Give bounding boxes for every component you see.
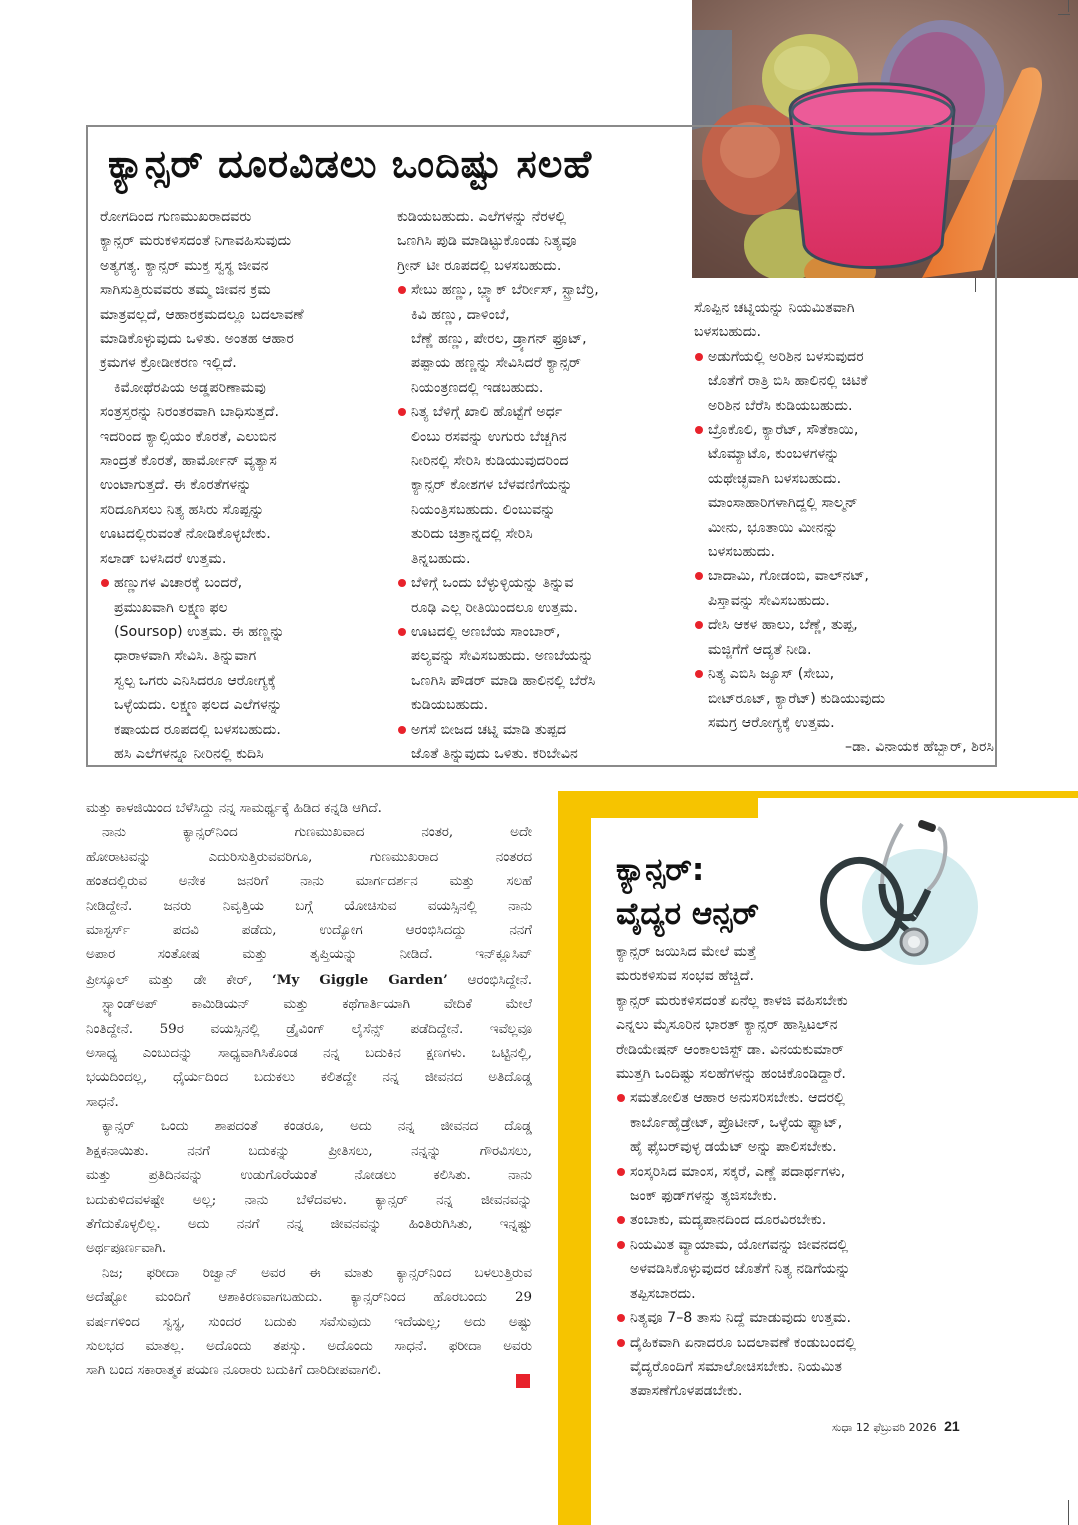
text-line: ಲಿಂಬು ರಸವನ್ನು ಉಗುರು ಬೆಚ್ಚಗಿನ	[411, 428, 567, 445]
article-column-3	[694, 296, 994, 760]
text-line: ಹೈ ಫೈಬರ್‌ವುಳ್ಳ ಡಯೆಟ್ ಅನ್ನು ಪಾಲಿಸಬೇಕು.	[630, 1139, 837, 1156]
text-line: ಕುಡಿಯಬಹುದು.	[411, 697, 489, 714]
text-line: ರೋಗದಿಂದ ಗುಣಮುಖರಾದವರು	[100, 209, 252, 225]
text-line: ಊಟದಲ್ಲಿರುವಂತೆ ನೋಡಿಕೊಳ್ಳಬೇಕು.	[100, 526, 271, 543]
bullet-icon	[101, 579, 109, 587]
text-line: ಪ್ರಮುಖವಾಗಿ ಲಕ್ಷ್ಮಣ ಫಲ	[114, 599, 228, 616]
bullet-icon	[695, 572, 703, 580]
text-line: ಕಿಮೋಥೆರಪಿಯ ಅಡ್ಡಪರಿಣಾಮವು	[114, 379, 266, 396]
bullet-text: ನಿತ್ಯವೂ 7–8 ತಾಸು ನಿದ್ದೆ ಮಾಡುವುದು ಉತ್ತಮ.	[630, 1310, 851, 1327]
text-line: ಕ್ರಮಗಳ ಕ್ರೋಡೀಕರಣ ಇಲ್ಲಿದೆ.	[100, 355, 237, 372]
bullet-item	[397, 400, 695, 424]
trim-mark	[1058, 14, 1070, 15]
bullet-text: ಅಗಸೆ ಬೀಜದ ಚಟ್ನಿ ಮಾಡಿ ತುಪ್ಪದ	[411, 721, 567, 738]
bullet-item	[397, 718, 695, 742]
article-credit: –ಡಾ. ವಿನಾಯಕ ಹೆಬ್ಬಾರ್, ಶಿರಸಿ	[845, 739, 994, 756]
article-column-2	[397, 205, 695, 766]
folio-text: ಸುಧಾ 12 ಫೆಬ್ರುವರಿ 2026	[832, 1421, 937, 1434]
text-line: ಒಣಗಿಸಿ ಪೌಡರ್ ಮಾಡಿ ಹಾಲಿನಲ್ಲಿ ಬೆರೆಸಿ	[411, 672, 596, 689]
story-line: ಶಿಕ್ಷಕನಾಯಿತು. ನನಗೆ ಬದುಕನ್ನು ಪ್ರೀತಿಸಲು, ನನ್ನನ್ನು ಗೌರವಿಸಲು,	[86, 1143, 532, 1159]
story-line: ಅಸಾಧ್ಯ ಎಂಬುದನ್ನು ಸಾಧ್ಯವಾಗಿಸಿಕೊಂಡ ನನ್ನ ಬದುಕಿನ ಕ್ಷಣಗಳು. ಒಟ್ಟಿನಲ್ಲಿ,	[86, 1046, 532, 1062]
text-line: ಮುತ್ತಗಿ ಒಂದಿಷ್ಟು ಸಲಹೆಗಳನ್ನು ಹಂಚಿಕೊಂಡಿದ್ದಾರೆ.	[616, 1066, 846, 1083]
text-line: ಪಿಸ್ತಾವನ್ನು ಸೇವಿಸಬಹುದು.	[708, 592, 830, 609]
bullet-text: ಅಡುಗೆಯಲ್ಲಿ ಅರಿಶಿನ ಬಳಸುವುದರ	[708, 348, 864, 365]
text-line: ಸೊಪ್ಪಿನ ಚಟ್ನಿಯನ್ನು ನಿಯಮಿತವಾಗಿ	[694, 300, 855, 316]
bullet-item	[694, 662, 994, 686]
text-line: ತಿನ್ನಬಹುದು.	[411, 550, 471, 567]
article-title: ಕ್ಯಾನ್ಸರ್ ದೂರವಿಡಲು ಒಂದಿಷ್ಟು ಸಲಹೆ	[108, 142, 593, 186]
story-line: ನಾನು ಕ್ಯಾನ್ಸರ್‌ನಿಂದ ಗುಣಮುಖವಾದ ನಂತರ, ಅದೇ	[102, 825, 532, 841]
bullet-item	[694, 418, 994, 442]
bullet-item	[694, 613, 994, 637]
bullet-text: ಸೇಬು ಹಣ್ಣು, ಬ್ಲ್ಯಾಕ್ ಬೆರ್ರೀಸ್, ಸ್ಟ್ರಾಬೆರ್ರಿ,	[411, 282, 599, 299]
text-line: ಸಾಗಿಸುತ್ತಿರುವವರು ತಮ್ಮ ಜೀವನ ಕ್ರಮ	[100, 282, 271, 299]
text-line: ಬಳಸಬಹುದು.	[694, 324, 761, 341]
page-number: 21	[944, 1418, 960, 1434]
text-line: ಯಥೇಚ್ಛವಾಗಿ ಬಳಸಬಹುದು.	[708, 470, 842, 487]
text-line: ಅಳವಡಿಸಿಕೊಳ್ಳುವುದರ ಜೊತೆಗೆ ನಿತ್ಯ ನಡಿಗೆಯನ್ನು	[630, 1261, 851, 1278]
text-line: ಬಳಸಬಹುದು.	[708, 544, 775, 561]
bullet-icon	[617, 1339, 625, 1347]
text-line: ಕಾರ್ಬೊಹೈಡ್ರೇಟ್, ಪ್ರೊಟೀನ್, ಒಳ್ಳೆಯ ಫ್ಯಾಟ್,	[630, 1114, 843, 1131]
bullet-item	[616, 1306, 976, 1330]
text-line: ಧಾರಾಳವಾಗಿ ಸೇವಿಸಿ. ತಿನ್ನುವಾಗ	[114, 648, 257, 665]
sidebar-text	[616, 940, 976, 1404]
bullet-icon	[617, 1216, 625, 1224]
text-line: (Soursop) ಉತ್ತಮ. ಈ ಹಣ್ಣನ್ನು	[114, 623, 285, 640]
text-line: ಉಂಟಾಗುತ್ತದೆ. ಈ ಕೊರತೆಗಳನ್ನು	[100, 477, 252, 494]
bullet-item	[397, 571, 695, 595]
story-text-segment: ಪ್ರೀಸ್ಕೂಲ್ ಮತ್ತು ಡೇ ಕೇರ್,	[86, 972, 273, 988]
text-line: ನಿಯಂತ್ರಣದಲ್ಲಿ ಇಡಬಹುದು.	[411, 379, 544, 396]
bullet-icon	[695, 621, 703, 629]
text-line: ಸಮಗ್ರ ಆರೋಗ್ಯಕ್ಕೆ ಉತ್ತಮ.	[708, 714, 835, 731]
bullet-icon	[398, 408, 406, 416]
text-line: ಟೊಮ್ಯಾಟೊ, ಕುಂಬಳಗಳನ್ನು	[708, 446, 840, 463]
text-line: ಎನ್ನಲು ಮೈಸೂರಿನ ಭಾರತ್ ಕ್ಯಾನ್ಸರ್ ಹಾಸ್ಪಿಟಲ್‌ನ	[616, 1017, 838, 1034]
bullet-item	[616, 1331, 976, 1355]
bullet-icon	[695, 670, 703, 678]
text-line: ಕ್ಯಾನ್ಸರ್ ಜಯಿಸಿದ ಮೇಲೆ ಮತ್ತೆ	[616, 944, 757, 960]
bullet-text: ನಿತ್ಯ ಎಬಿಸಿ ಜ್ಯೂಸ್ (ಸೇಬು,	[708, 666, 835, 683]
sidebar-title-line-1: ಕ್ಯಾನ್ಸರ್:	[616, 852, 705, 888]
sidebar-accent-top	[558, 791, 1078, 798]
text-line: ಇದರಿಂದ ಕ್ಯಾಲ್ಸಿಯಂ ಕೊರತೆ, ಎಲುಬಿನ	[100, 428, 277, 445]
bullet-icon	[398, 628, 406, 636]
preschool-name: ‘My Giggle Garden’	[272, 971, 448, 988]
bullet-icon	[617, 1241, 625, 1249]
trim-mark	[1068, 1500, 1069, 1525]
story-line: ಸ್ಟ್ಯಾಂಡ್‌ಅಪ್ ಕಾಮಿಡಿಯನ್ ಮತ್ತು ಕಥೆಗಾರ್ತಿಯಾಗಿ ವೇದಿಕೆ ಮೇಲೆ	[102, 997, 532, 1013]
bullet-icon	[695, 353, 703, 361]
bullet-item	[397, 620, 695, 644]
text-line: ಪಪ್ಪಾಯ ಹಣ್ಣನ್ನು ಸೇವಿಸಿದರೆ ಕ್ಯಾನ್ಸರ್	[411, 355, 582, 372]
text-line: ಸ್ವಲ್ಪ ಒಗರು ಎನಿಸಿದರೂ ಆರೋಗ್ಯಕ್ಕೆ	[114, 672, 276, 689]
bullet-text: ದೈಹಿಕವಾಗಿ ಏನಾದರೂ ಬದಲಾವಣೆ ಕಂಡುಬಂದಲ್ಲಿ	[630, 1334, 856, 1351]
story-line: ಅದೆಷ್ಟೋ ಮಂದಿಗೆ ಆಶಾಕಿರಣವಾಗಬಹುದು. ಕ್ಯಾನ್ಸರ್‌ನಿಂದ ಹೊರಬಂದು 29	[86, 1290, 532, 1306]
bullet-icon	[398, 286, 406, 294]
bullet-icon	[617, 1314, 625, 1322]
text-line: ಅತ್ಯಗತ್ಯ. ಕ್ಯಾನ್ಸರ್ ಮುಕ್ತ ಸ್ವಸ್ಥ ಜೀವನ	[100, 257, 269, 274]
story-line: ಭಯದಿಂದಲ್ಲ, ಧೈರ್ಯದಿಂದ ಬದುಕಲು ಕಲಿತದ್ದೇ ನನ್ನ ಜೀವನದ ಅತಿದೊಡ್ಡ	[86, 1070, 532, 1086]
story-line: ಹಂತದಲ್ಲಿರುವ ಅನೇಕ ಜನರಿಗೆ ನಾನು ಮಾರ್ಗದರ್ಶನ ಮತ್ತು ಸಲಹೆ	[86, 874, 532, 890]
text-line: ಕ್ಯಾನ್ಸರ್ ಕೋಶಗಳ ಬೆಳವಣಿಗೆಯನ್ನು	[411, 477, 573, 494]
text-line: ಕಿವಿ ಹಣ್ಣು, ದಾಳಿಂಬೆ,	[411, 306, 510, 323]
bullet-text: ಬಾದಾಮಿ, ಗೋಡಂಬಿ, ವಾಲ್‌ನಟ್,	[708, 568, 869, 585]
text-line: ರೇಡಿಯೇಷನ್ ಆಂಕಾಲಜಿಸ್ಟ್ ಡಾ. ವಿನಯಕುಮಾರ್	[616, 1041, 844, 1058]
bullet-item	[694, 564, 994, 588]
bullet-item	[616, 1233, 976, 1257]
text-line: ಮಾಡಿಕೊಳ್ಳುವುದು ಒಳಿತು. ಅಂತಹ ಆಹಾರ	[100, 331, 294, 348]
sidebar-title	[616, 848, 759, 936]
bullet-text: ಹಣ್ಣುಗಳ ವಿಚಾರಕ್ಕೆ ಬಂದರೆ,	[114, 575, 243, 592]
story-line: ಸಾಗಿ ಬಂದ ಸಕಾರಾತ್ಮಕ ಪಯಣ ನೂರಾರು ಬದುಕಿಗೆ ದಾರಿದೀಪವಾಗಲಿ.	[86, 1363, 382, 1379]
bullet-item	[616, 1086, 976, 1110]
story-line: ಕ್ಯಾನ್ಸರ್ ಒಂದು ಶಾಪದಂತೆ ಕಂಡರೂ, ಅದು ನನ್ನ ಜೀವನದ ದೊಡ್ಡ	[102, 1119, 532, 1135]
text-line: ಕ್ಯಾನ್ಸರ್ ಮರುಕಳಿಸದಂತೆ ನಿಗಾವಹಿಸುವುದು	[100, 233, 292, 250]
story-line: ಬದುಕುಳಿದವಳಷ್ಟೇ ಅಲ್ಲ; ನಾನು ಬೆಳೆದವಳು. ಕ್ಯಾನ್ಸರ್ ನನ್ನ ಜೀವನವನ್ನು	[86, 1192, 532, 1208]
text-line: ಬೀಟ್‌ರೂಟ್, ಕ್ಯಾರೆಟ್) ಕುಡಿಯುವುದು	[708, 690, 886, 707]
text-line: ಜೊತೆ ತಿನ್ನುವುದು ಒಳಿತು. ಕರಿಬೇವಿನ	[411, 745, 578, 762]
page-folio	[832, 1418, 960, 1435]
story-line: ಅರ್ಥಪೂರ್ಣವಾಗಿ.	[86, 1241, 167, 1257]
bullet-icon	[617, 1094, 625, 1102]
bullet-item	[100, 571, 400, 595]
story-line: ಹೋರಾಟವನ್ನು ಎದುರಿಸುತ್ತಿರುವವರಿಗೂ, ಗುಣಮುಖರಾದ ನಂತರದ	[86, 849, 532, 865]
bullet-text: ಬೆಳಿಗ್ಗೆ ಒಂದು ಬೆಳ್ಳುಳ್ಳಿಯನ್ನು ತಿನ್ನುವ	[411, 575, 574, 592]
story-line	[86, 968, 532, 993]
text-line: ಕ್ಯಾನ್ಸರ್ ಮರುಕಳಿಸದಂತೆ ಏನೆಲ್ಲ ಕಾಳಜಿ ವಹಿಸಬೇಕು	[616, 992, 848, 1009]
text-line: ಮಜ್ಜಿಗೆಗೆ ಆದ್ಯತೆ ನೀಡಿ.	[708, 641, 812, 658]
sidebar-title-line-2: ವೈದ್ಯರ ಆನ್ಸರ್	[616, 896, 759, 932]
story-line: ಮತ್ತು ಪ್ರತಿದಿನವನ್ನು ಉಡುಗೊರೆಯಂತೆ ನೋಡಲು ಕಲಿಸಿತು. ನಾನು	[86, 1168, 532, 1184]
text-line: ಸಂತ್ರಸ್ತರನ್ನು ನಿರಂತರವಾಗಿ ಬಾಧಿಸುತ್ತದೆ.	[100, 404, 279, 421]
bullet-text: ತಂಬಾಕು, ಮದ್ಯಪಾನದಿಂದ ದೂರವಿರಬೇಕು.	[630, 1212, 827, 1229]
bullet-item	[694, 345, 994, 369]
bullet-item	[397, 278, 695, 302]
story-line: ವರ್ಷಗಳಿಂದ ಸ್ವಸ್ಥ, ಸುಂದರ ಬದುಕು ಸವೆಸುವುದು ಇದೆಯಲ್ಲ; ಅದು ಅಷ್ಟು	[86, 1314, 532, 1330]
text-line: ತಪ್ಪಿಸಬಾರದು.	[630, 1285, 696, 1302]
text-line: ನಿಯಂತ್ರಿಸಬಹುದು. ಲಿಂಬುವನ್ನು	[411, 501, 556, 518]
bullet-icon	[695, 426, 703, 434]
text-line: ಮಾತ್ರವಲ್ಲದೆ, ಆಹಾರಕ್ರಮದಲ್ಲೂ ಬದಲಾವಣೆ	[100, 306, 304, 323]
story-line: ಸಾಧನೆ.	[86, 1094, 119, 1110]
bullet-item	[616, 1208, 976, 1232]
sidebar-accent-left	[558, 791, 591, 1525]
bullet-item	[616, 1160, 976, 1184]
text-line: ಜೊತೆಗೆ ರಾತ್ರಿ ಬಿಸಿ ಹಾಲಿನಲ್ಲಿ ಚಿಟಿಕೆ	[708, 373, 868, 390]
bullet-text: ನಿಯಮಿತ ವ್ಯಾಯಾಮ, ಯೋಗವನ್ನು ಜೀವನದಲ್ಲಿ	[630, 1236, 849, 1253]
bullet-text: ದೇಸಿ ಆಕಳ ಹಾಲು, ಬೆಣ್ಣೆ, ತುಪ್ಪ,	[708, 617, 858, 634]
text-line: ಒಣಗಿಸಿ ಪುಡಿ ಮಾಡಿಟ್ಟುಕೊಂಡು ನಿತ್ಯವೂ	[397, 233, 577, 250]
text-line: ಗ್ರೀನ್ ಟೀ ರೂಪದಲ್ಲಿ ಬಳಸಬಹುದು.	[397, 257, 562, 274]
story-line: ಅಪಾರ ಸಂತೋಷ ಮತ್ತು ತೃಪ್ತಿಯನ್ನು ನೀಡಿದೆ. ಇನ್‌ಕ್ಲೂಸಿವ್	[86, 947, 532, 963]
bullet-icon	[398, 579, 406, 587]
story-line: ನಿಜ; ಫರೀದಾ ರಿಜ್ವಾನ್ ಅವರ ಈ ಮಾತು ಕ್ಯಾನ್ಸರ್‌ನಿಂದ ಬಳಲುತ್ತಿರುವ	[102, 1265, 532, 1281]
text-line: ಸಾಂದ್ರತೆ ಕೊರತೆ, ಹಾರ್ಮೋನ್ ವ್ಯತ್ಯಾಸ	[100, 453, 277, 470]
text-line: ನೀರಿನಲ್ಲಿ ಸೇರಿಸಿ ಕುಡಿಯುವುದರಿಂದ	[411, 453, 569, 470]
text-line: ತುರಿದು ಚಿತ್ರಾನ್ನದಲ್ಲಿ ಸೇರಿಸಿ	[411, 526, 533, 543]
bullet-icon	[398, 726, 406, 734]
story-line: ತೆಗೆದುಕೊಳ್ಳಲಿಲ್ಲ. ಅದು ನನಗೆ ನನ್ನ ಜೀವನವನ್ನು ಹಿಂತಿರುಗಿಸಿತು, ಇನ್ನಷ್ಟು	[86, 1216, 532, 1232]
story-line: ನೀಡಿದ್ದೇನೆ. ಜನರು ನಿವೃತ್ತಿಯ ಬಗ್ಗೆ ಯೋಚಿಸುವ ವಯಸ್ಸಿನಲ್ಲಿ ನಾನು	[86, 898, 532, 914]
story-line: ಸುಲಭದ ಮಾತಲ್ಲ. ಅದೊಂದು ತಪಸ್ಸು. ಅದೊಂದು ಸಾಧನೆ. ಫರೀದಾ ಅವರು	[86, 1338, 532, 1354]
article-column-1	[100, 205, 400, 766]
text-line: ಹಸಿ ಎಲೆಗಳನ್ನೂ ನೀರಿನಲ್ಲಿ ಕುದಿಸಿ	[114, 745, 264, 762]
text-line: ಅರಿಶಿನ ಬೆರೆಸಿ ಕುಡಿಯಬಹುದು.	[708, 397, 853, 414]
bullet-text: ಸಂಸ್ಕರಿಸಿದ ಮಾಂಸ, ಸಕ್ಕರೆ, ಎಣ್ಣೆ ಪದಾರ್ಥಗಳು,	[630, 1163, 846, 1180]
text-line: ಪಲ್ಯವನ್ನು ಸೇವಿಸಬಹುದು. ಅಣಬೆಯನ್ನು	[411, 648, 594, 665]
bullet-icon	[617, 1168, 625, 1176]
end-mark-icon	[516, 1374, 530, 1388]
text-line: ಜಂಕ್ ಫುಡ್‌ಗಳನ್ನು ತ್ಯಜಿಸಬೇಕು.	[630, 1188, 777, 1205]
text-line: ವೈದ್ಯರೊಂದಿಗೆ ಸಮಾಲೋಚಿಸಬೇಕು. ನಿಯಮಿತ	[630, 1358, 843, 1375]
bullet-text: ಸಮತೋಲಿತ ಆಹಾರ ಅನುಸರಿಸಬೇಕು. ಆದರಲ್ಲಿ	[630, 1090, 845, 1107]
text-line: ಬೆಣ್ಣೆ ಹಣ್ಣು, ಪೇರಲ, ಡ್ರ್ಯಾಗನ್ ಫ್ರೂಟ್,	[411, 331, 587, 348]
text-line: ಕುಡಿಯಬಹುದು. ಎಲೆಗಳನ್ನು ನೆರಳಲ್ಲಿ	[397, 209, 567, 225]
trim-mark	[1068, 0, 1069, 12]
bullet-text: ಬ್ರೊಕೊಲಿ, ಕ್ಯಾರೆಟ್, ಸೌತೆಕಾಯಿ,	[708, 422, 859, 439]
text-line: ಒಳ್ಳೆಯದು. ಲಕ್ಷ್ಮಣ ಫಲದ ಎಲೆಗಳನ್ನು	[114, 697, 283, 714]
story-line: ಮಾಸ್ಟರ್ಸ್ ಪದವಿ ಪಡೆದು, ಉದ್ಯೋಗ ಆರಂಭಿಸಿದದ್ದು ನನಗೆ	[86, 923, 532, 939]
bullet-text: ಊಟದಲ್ಲಿ ಅಣಬೆಯ ಸಾಂಬಾರ್,	[411, 623, 561, 640]
text-line: ಕಷಾಯದ ರೂಪದಲ್ಲಿ ಬಳಸಬಹುದು.	[114, 721, 281, 738]
bullet-text: ನಿತ್ಯ ಬೆಳಿಗ್ಗೆ ಖಾಲಿ ಹೊಟ್ಟೆಗೆ ಅರ್ಧ	[411, 404, 563, 421]
story-text-segment: ಆರಂಭಿಸಿದ್ದೇನೆ.	[447, 972, 532, 988]
text-line: ಮೀನು, ಭೂತಾಯಿ ಮೀನನ್ನು	[708, 519, 838, 536]
story-text	[86, 797, 532, 1384]
text-line: ಸಲಾಡ್ ಬಳಸಿದರೆ ಉತ್ತಮ.	[100, 550, 227, 567]
text-line: ತಪಾಸಣೆಗೊಳಪಡಬೇಕು.	[630, 1383, 743, 1400]
trim-mark	[975, 278, 976, 292]
text-line: ಮಾಂಸಾಹಾರಿಗಳಾಗಿದ್ದಲ್ಲಿ ಸಾಲ್ಮನ್	[708, 495, 858, 512]
text-line: ಸರಿದೂಗಿಸಲು ನಿತ್ಯ ಹಸಿರು ಸೊಪ್ಪನ್ನು	[100, 501, 265, 518]
text-line: ರೂಢಿ ಎಲ್ಲ ರೀತಿಯಿಂದಲೂ ಉತ್ತಮ.	[411, 599, 578, 616]
text-line: ಮರುಕಳಿಸುವ ಸಂಭವ ಹೆಚ್ಚಿದೆ.	[616, 968, 754, 985]
story-line: ಮತ್ತು ಕಾಳಜಿಯಿಂದ ಬೆಳೆಸಿದ್ದು ನನ್ನ ಸಾಮರ್ಥ್ಯಕ್ಕೆ ಹಿಡಿದ ಕನ್ನಡಿ ಆಗಿದೆ.	[86, 801, 382, 816]
story-line: ನಿಂತಿದ್ದೇನೆ. 59ರ ವಯಸ್ಸಿನಲ್ಲಿ ಡ್ರೈವಿಂಗ್ ಲೈಸೆನ್ಸ್ ಪಡೆದಿದ್ದೇನೆ. ಇವೆಲ್ಲವೂ	[86, 1021, 532, 1037]
